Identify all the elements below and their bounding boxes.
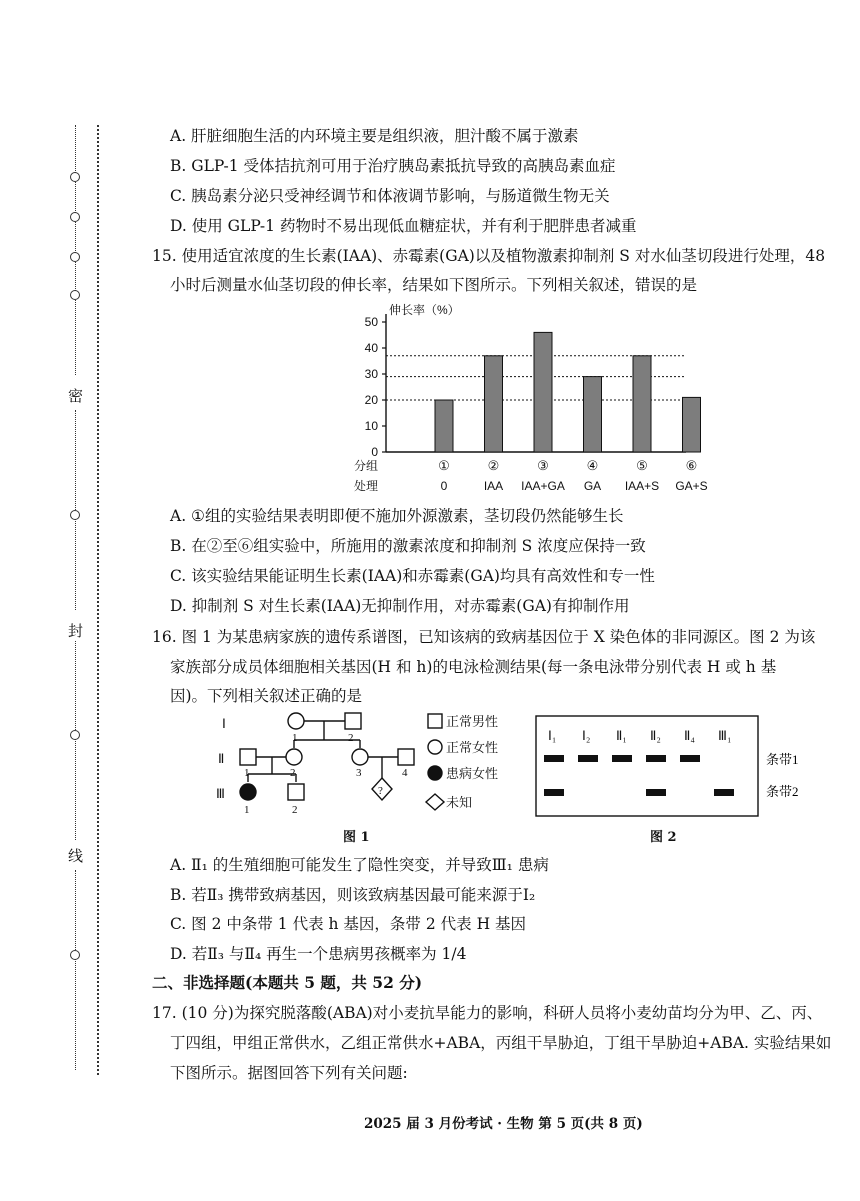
y-tick-label: 20 [364, 393, 378, 407]
legend-normal-female: 正常女性 [446, 740, 499, 755]
q15-option-b: B. 在②至⑥组实验中，所施用的激素浓度和抑制剂 S 浓度应保持一致 [170, 537, 646, 555]
gel-lane-label: Ⅱ₂ [650, 728, 661, 743]
margin-dotted-segment [75, 640, 76, 840]
ped-II4-male [398, 749, 414, 765]
legend-unknown-symbol [426, 794, 444, 810]
binding-hole [70, 510, 80, 520]
q15-stem-line2: 小时后测量水仙茎切段的伸长率，结果如下图所示。下列相关叙述，错误的是 [170, 276, 698, 294]
gel-lane-label: Ⅰ₁ [548, 728, 557, 743]
elongation-bar-chart [340, 298, 708, 498]
ped-III2-male [288, 784, 304, 800]
legend-unknown: 未知 [446, 795, 473, 810]
category-label: 0 [440, 479, 448, 493]
y-tick-label: 10 [364, 419, 378, 433]
margin-dotted-segment [75, 870, 76, 1070]
band1-label: 条带1 [766, 752, 799, 767]
gel-band-1 [680, 755, 700, 762]
bar [435, 400, 453, 452]
group-label: ③ [537, 458, 549, 473]
q15-option-c: C. 该实验结果能证明生长素(IAA)和赤霉素(GA)均具有高效性和专一性 [170, 567, 655, 585]
ped-I1-female [288, 713, 304, 729]
page-footer: 2025 届 3 月份考试 · 生物 第 5 页(共 8 页) [364, 1116, 643, 1132]
bar [584, 377, 602, 452]
ped-num-III2: 2 [292, 804, 298, 816]
binding-hole [70, 252, 80, 262]
legend-normal-male-symbol [428, 714, 442, 728]
seal-char-xian: 线 [68, 847, 84, 865]
q15-stem-line1: 15. 使用适宜浓度的生长素(IAA)、赤霉素(GA)以及植物激素抑制剂 S 对水仙茎切段进行处理，48 [152, 247, 826, 265]
q16-option-a: A. Ⅱ₁ 的生殖细胞可能发生了隐性突变，并导致Ⅲ₁ 患病 [170, 856, 549, 874]
bar [485, 356, 503, 452]
gel-band-1 [612, 755, 632, 762]
bar [633, 356, 651, 452]
q17-line1: 17. (10 分)为探究脱落酸(ABA)对小麦抗旱能力的影响，科研人员将小麦幼苗均分为甲、乙、丙、 [152, 1004, 823, 1022]
row-label-treat: 处理 [353, 479, 379, 493]
binding-hole [70, 730, 80, 740]
figure2-caption: 图 2 [650, 830, 677, 845]
margin-dotted-segment [75, 125, 76, 375]
legend-normal-male: 正常男性 [446, 714, 499, 729]
q16-option-b: B. 若Ⅱ₃ 携带致病基因，则该致病基因最可能来源于Ⅰ₂ [170, 886, 536, 904]
q14-option-a: A. 肝脏细胞生活的内环境主要是组织液，胆汁酸不属于激素 [170, 127, 579, 145]
ped-num-II2: 2 [290, 767, 296, 779]
gen-label-3: Ⅲ [216, 786, 225, 801]
figure1-caption: 图 1 [343, 830, 370, 845]
ped-II2-female [286, 749, 302, 765]
group-label: ⑥ [685, 458, 698, 473]
q14-option-c: C. 胰岛素分泌只受神经调节和体液调节影响，与肠道微生物无关 [170, 187, 610, 205]
binding-hole [70, 212, 80, 222]
seal-char-feng: 封 [68, 622, 84, 640]
y-tick-label: 50 [364, 315, 378, 329]
category-label: GA+S [675, 479, 708, 493]
gen-label-2: Ⅱ [218, 751, 225, 766]
seal-char-mi: 密 [68, 387, 84, 405]
legend-affected-female: 患病女性 [446, 766, 499, 781]
ped-I2-male [345, 713, 361, 729]
group-label: ④ [586, 458, 599, 473]
q16-stem-line3: 因)。下列相关叙述正确的是 [170, 687, 363, 705]
y-tick-label: 40 [364, 341, 378, 355]
gel-band-2 [714, 789, 734, 796]
y-tick-label: 0 [371, 445, 378, 459]
q17-line2: 丁四组，甲组正常供水，乙组正常供水+ABA，丙组干旱胁迫，丁组干旱胁迫+ABA. 实验结果如 [170, 1034, 832, 1052]
gel-lane-label: Ⅰ₂ [582, 728, 591, 743]
legend-affected-female-symbol [428, 766, 442, 780]
ped-num-II4: 4 [402, 767, 408, 779]
ped-num-III1: 1 [244, 804, 250, 816]
y-tick-label: 30 [364, 367, 378, 381]
gel-lane-label: Ⅱ₄ [684, 728, 695, 743]
ped-num-II3: 3 [356, 767, 362, 779]
pedigree-figure [210, 706, 510, 826]
category-label: IAA+GA [521, 479, 565, 493]
group-label: ① [438, 458, 450, 473]
q16-stem-line1: 16. 图 1 为某患病家族的遗传系谱图，已知该病的致病基因位于 X 染色体的非同源区。图 2 为该 [152, 628, 816, 646]
group-label: ⑤ [636, 458, 648, 473]
gel-band-2 [544, 789, 564, 796]
binding-hole [70, 172, 80, 182]
band2-label: 条带2 [766, 784, 799, 799]
y-axis-label: 伸长率（%） [389, 303, 460, 317]
q14-option-d: D. 使用 GLP-1 药物时不易出现低血糖症状，并有利于肥胖患者减重 [170, 217, 637, 235]
q14-option-b: B. GLP-1 受体拮抗剂可用于治疗胰岛素抵抗导致的高胰岛素血症 [170, 157, 616, 175]
q17-line3: 下图所示。据图回答下列有关问题: [170, 1064, 408, 1082]
bar [683, 397, 701, 452]
binding-margin-line [97, 125, 99, 1075]
gel-band-1 [578, 755, 598, 762]
gel-band-2 [646, 789, 666, 796]
binding-hole [70, 290, 80, 300]
q16-stem-line2: 家族部分成员体细胞相关基因(H 和 h)的电泳检测结果(每一条电泳带分别代表 H 或 h 基 [170, 658, 777, 676]
gel-lane-label: Ⅲ₁ [718, 728, 732, 743]
electrophoresis-figure [530, 712, 830, 822]
ped-unknown-mark: ? [378, 785, 383, 797]
legend-normal-female-symbol [428, 740, 442, 754]
section2-title: 二、非选择题(本题共 5 题，共 52 分) [152, 973, 423, 992]
category-label: GA [583, 479, 602, 493]
gel-band-1 [544, 755, 564, 762]
ped-II3-female [352, 749, 368, 765]
ped-num-I1: 1 [292, 732, 298, 744]
ped-num-II1: 1 [244, 767, 250, 779]
ped-II1-male [240, 749, 256, 765]
ped-num-I2: 2 [348, 732, 354, 744]
ped-III1-affected-female [240, 784, 256, 800]
gel-band-1 [646, 755, 666, 762]
category-label: IAA [483, 479, 504, 493]
gen-label-1: Ⅰ [222, 716, 226, 731]
row-label-group: 分组 [353, 459, 379, 473]
bar [534, 332, 552, 452]
gel-lane-label: Ⅱ₁ [616, 728, 627, 743]
group-label: ② [487, 458, 500, 473]
q16-option-d: D. 若Ⅱ₃ 与Ⅱ₄ 再生一个患病男孩概率为 1/4 [170, 945, 467, 963]
binding-hole [70, 950, 80, 960]
q15-option-a: A. ①组的实验结果表明即便不施加外源激素，茎切段仍然能够生长 [170, 507, 624, 525]
category-label: IAA+S [624, 479, 660, 493]
q15-option-d: D. 抑制剂 S 对生长素(IAA)无抑制作用，对赤霉素(GA)有抑制作用 [170, 597, 630, 615]
q16-option-c: C. 图 2 中条带 1 代表 h 基因，条带 2 代表 H 基因 [170, 915, 527, 933]
